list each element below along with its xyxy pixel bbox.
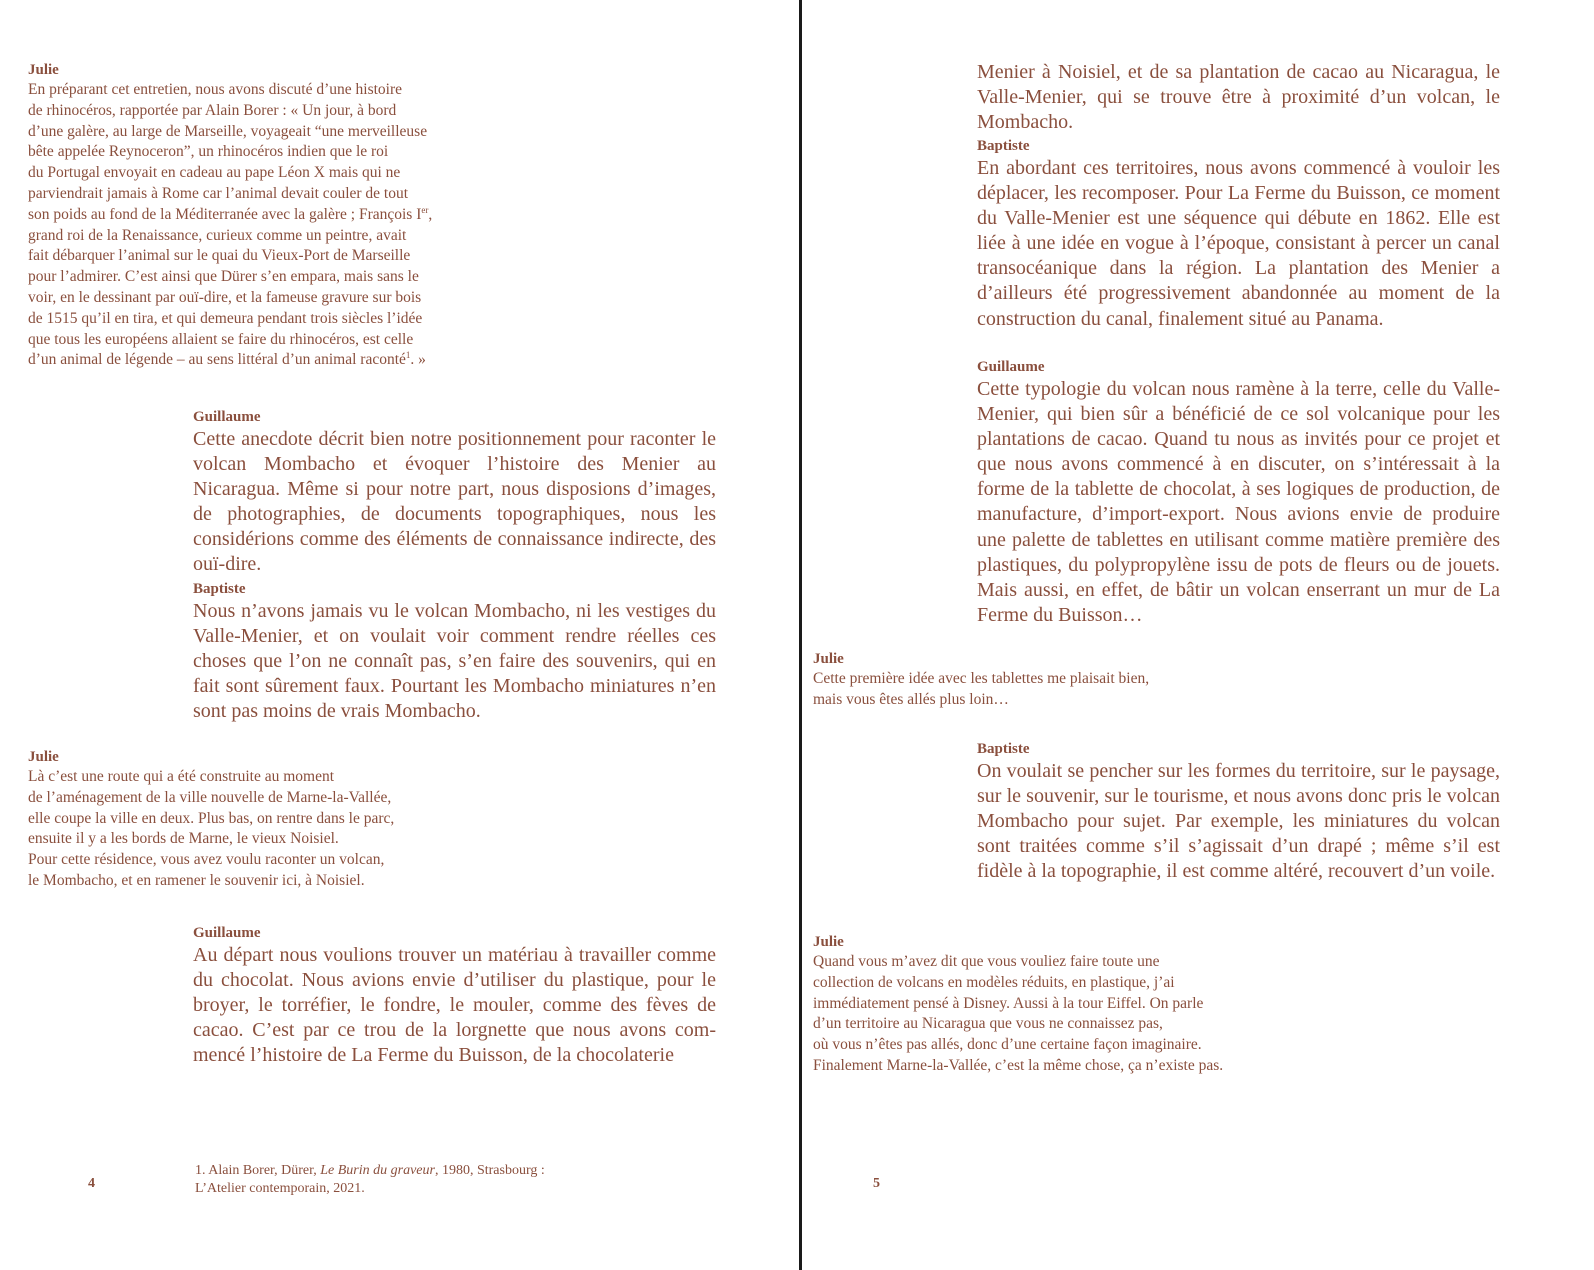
speaker-name: Julie [28, 749, 59, 765]
dialogue-text: Nous n’avons jamais vu le volcan Mombacho, ni les vestiges du Valle-Menier, et on voulait voir comment rendre réelles ces choses que l’on ne connaît pas, s’en faire des souvenirs, qui en fait sont sûrement faux. Pourtant les Mombacho miniatures n’en sont pas moins de vrais Mombacho. [193, 600, 716, 723]
dialogue-continuation [977, 60, 1500, 135]
footnote [195, 1162, 615, 1198]
footnote-publisher: L’Atelier contemporain, 2021. [195, 1181, 365, 1196]
dialogue-block-julie-1 [28, 60, 528, 371]
dialogue-text: Cette typologie du volcan nous ramène à la terre, celle du Valle-Menier, qui bien sûr a bénéficié de ce sol volcanique pour les plantations de cacao. Quand tu nous as invités pour ce projet et que nous avons commencé à en discuter, on s’intéressait à la forme de la tablette de chocolat, à ses logiques de production, de manufacture, d’import-export. Nous avions envie de produire une palette de tablettes en utilisant comme matière première des plastiques, du polypropylène issu de pots de fleurs ou de jouets. Mais aussi, en effet, de bâtir un volcan enserrant un mur de La Ferme du Buisson… [977, 378, 1500, 626]
text-part: , grand roi de la Renaissance, curieux comme un peintre, avait fait débarquer l’animal sur le quai du Vieux-Port de Marseille pour l’admirer. C’est ainsi que Dürer s’en empara, mais sans le voir, en le dessinant par ouï-dire, et la fameuse gravure sur bois de 1515 qu’il en tira, et qui demeura pendant trois siècles l’idée que tous les européens allaient se faire du rhinocéros, est celle d’un animal de légende – au sens littéral d’un animal raconté [28, 205, 433, 369]
page-number: 5 [873, 1176, 880, 1191]
dialogue-text: Cette première idée avec les tablettes me plaisait bien, mais vous êtes allés plus loin… [813, 670, 1150, 708]
dialogue-text: Cette anecdote décrit bien notre positionnement pour raconter le volcan Mombacho et évoquer l’histoire des Menier au Nicaragua. Même si pour notre part, nous disposions d’images, de photographies, de documents topographiques, nous les considérions comme des éléments de connaissance indirecte, des ouï-dire. [193, 428, 716, 576]
book-spine-divider [799, 0, 802, 1270]
footnote-reference[interactable]: 1 [405, 350, 411, 361]
dialogue-text: En abordant ces territoires, nous avons commencé à vouloir les déplacer, les recomposer. Pour La Ferme du Buisson, ce moment du Valle-Menier est une séquence qui débute en 1862. Elle est liée à une idée en vogue à l’époque, consistant à percer un canal transocéanique dans la région. La plantation des Menier a d’ailleurs été progressivement abandonnée au moment de la construction du canal, finalement situé au Panama. [977, 157, 1500, 330]
superscript: er [421, 204, 429, 215]
speaker-name: Julie [28, 62, 59, 78]
dialogue-block-guillaume-2 [193, 923, 716, 1068]
dialogue-block-baptiste-2 [977, 136, 1500, 332]
footnote-title: Le Burin du graveur [320, 1163, 435, 1178]
speaker-name: Julie [813, 651, 844, 667]
dialogue-block-guillaume-1 [193, 407, 716, 578]
speaker-name: Julie [813, 934, 844, 950]
speaker-name: Guillaume [977, 359, 1045, 375]
dialogue-text [28, 80, 528, 371]
dialogue-block-baptiste-1 [193, 579, 716, 724]
dialogue-text: Quand vous m’avez dit que vous vouliez faire toute une collection de volcans en modèles réduits, en plastique, j’ai immédiatement pensé à Disney. Aussi à la tour Eiffel. On parle d’un territoire au Nicaragua que vous ne connaissez pas, où vous n’êtes pas allés, donc d’une certaine façon imaginaire. Finalement Marne-la-Vallée, c’est la même chose, ça n’existe pas. [813, 953, 1224, 1074]
footnote-author: Alain Borer, Dürer, [208, 1163, 317, 1178]
dialogue-block-baptiste-3 [977, 739, 1500, 884]
footnote-details: , 1980, Strasbourg : [434, 1163, 545, 1178]
dialogue-text: Là c’est une route qui a été construite au moment de l’aménagement de la ville nouvelle de Marne-la-Vallée, elle coupe la ville en deux. Plus bas, on rentre dans le parc, ensuite il y a les bords de Marne, le vieux Noisiel. Pour cette résidence, vous avez voulu raconter un volcan, le Mombacho, et en ramener le souvenir ici, à Noisiel. [28, 768, 395, 889]
speaker-name: Baptiste [193, 581, 246, 597]
text-part: . » [410, 351, 426, 369]
dialogue-block-julie-3 [813, 649, 1313, 711]
speaker-name: Baptiste [977, 741, 1030, 757]
dialogue-block-guillaume-3 [977, 357, 1500, 628]
speaker-name: Guillaume [193, 409, 261, 425]
dialogue-text: Au départ nous voulions trouver un matériau à travailler comme du chocolat. Nous avions envie d’utiliser du plastique, pour le broyer, le torréfier, le fondre, le mouler, comme des fèves de cacao. C’est par ce trou de la lorgnette que nous avons commencé l’histoire de La Ferme du Buisson, de la chocolaterie [193, 944, 716, 1067]
dialogue-text: On voulait se pencher sur les formes du territoire, sur le paysage, sur le souvenir, sur le tourisme, et nous avons donc pris le volcan Mombacho pour sujet. Par exemple, les miniatures du volcan sont traitées comme s’il s’agissait d’un drapé ; même s’il est fidèle à la topographie, il est comme altéré, recouvert d’un voile. [977, 760, 1500, 883]
footnote-number: 1. [195, 1163, 206, 1178]
dialogue-block-julie-2 [28, 747, 528, 892]
speaker-name: Baptiste [977, 138, 1030, 154]
dialogue-text: Menier à Noisiel, et de sa plantation de cacao au Nicaragua, le Valle-Menier, qui se trouve être à proximité d’un volcan, le Mombacho. [977, 61, 1500, 134]
speaker-name: Guillaume [193, 925, 261, 941]
page-number: 4 [88, 1176, 95, 1191]
text-part: En préparant cet entretien, nous avons discuté d’une histoire de rhinocéros, rapportée par Alain Borer : « Un jour, à bord d’une galère, au large de Marseille, voyageait “une merveilleuse bête appelée Reynoceron”, un rhinocéros indien que le roi du Portugal envoyait en cadeau au pape Léon X mais qui ne parviendrait jamais à Rome car l’animal devait couler de tout son poids au fond de la Méditerranée avec la galère ; François I [28, 81, 428, 223]
dialogue-block-julie-4 [813, 932, 1333, 1077]
right-page [803, 0, 1594, 1270]
